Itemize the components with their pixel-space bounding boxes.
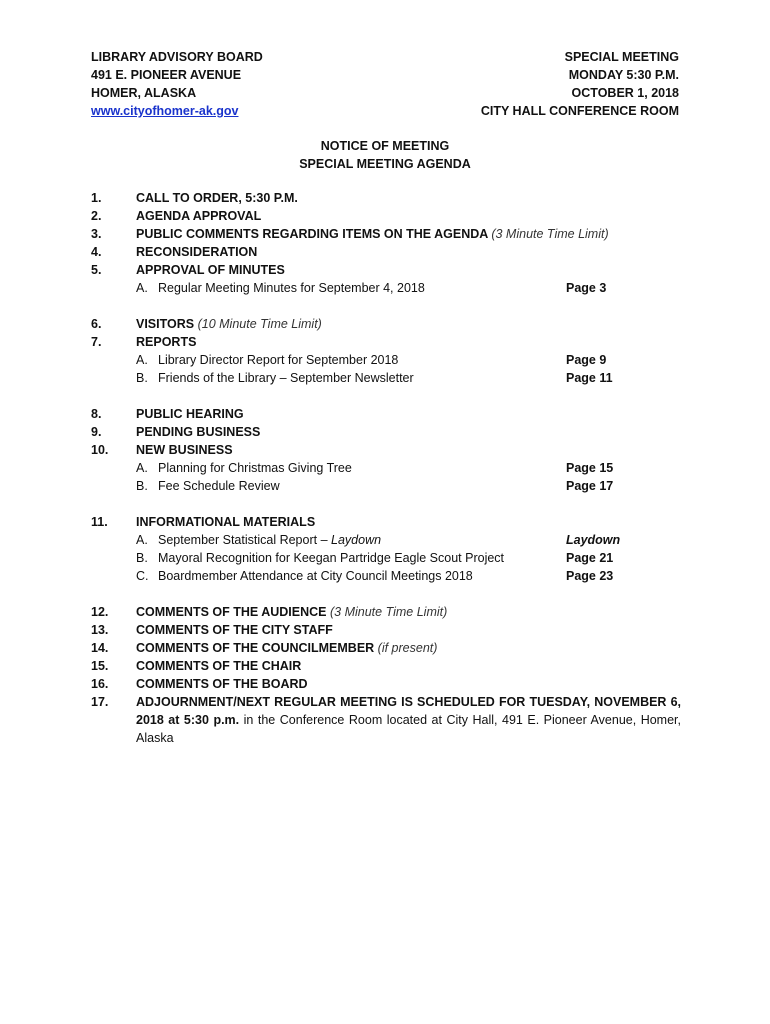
sub-letter: A. xyxy=(136,281,148,295)
item-number: 10. xyxy=(91,443,109,457)
item-number: 2. xyxy=(91,209,102,223)
item-title: INFORMATIONAL MATERIALS xyxy=(136,515,316,529)
agenda-item xyxy=(91,333,681,351)
sub-item xyxy=(91,369,681,387)
sub-text: Fee Schedule Review xyxy=(158,479,280,493)
item-title: PENDING BUSINESS xyxy=(136,425,261,439)
item-note: (if present) xyxy=(377,641,438,655)
sub-text: Library Director Report for September 2018 xyxy=(158,353,399,367)
item-title: COMMENTS OF THE CITY STAFF xyxy=(136,623,333,637)
sub-letter: C. xyxy=(136,569,149,583)
sub-text: Regular Meeting Minutes for September 4, 2018 xyxy=(158,281,425,295)
sub-letter: B. xyxy=(136,371,148,385)
item-number: 1. xyxy=(91,191,102,205)
header-left xyxy=(91,48,263,120)
page-reference: Laydown xyxy=(566,533,621,547)
sub-text: Planning for Christmas Giving Tree xyxy=(158,461,352,475)
item-number: 7. xyxy=(91,335,102,349)
item-number: 5. xyxy=(91,263,102,277)
org-address: 491 E. PIONEER AVENUE xyxy=(91,68,242,82)
agenda-item xyxy=(91,621,681,639)
meeting-time: MONDAY 5:30 P.M. xyxy=(568,68,679,82)
item-title: COMMENTS OF THE CHAIR xyxy=(136,659,302,673)
item-number: 11. xyxy=(91,515,108,529)
item-title: VISITORS xyxy=(136,317,195,331)
agenda-item xyxy=(91,639,681,657)
agenda-title xyxy=(0,137,770,173)
sub-item xyxy=(91,549,681,567)
sub-text: Friends of the Library – September Newsletter xyxy=(158,371,414,385)
item-number: 3. xyxy=(91,227,102,241)
item-note: (10 Minute Time Limit) xyxy=(197,317,322,331)
sub-text: Mayoral Recognition for Keegan Partridge Eagle Scout Project xyxy=(158,551,505,565)
item-number: 4. xyxy=(91,245,102,259)
item-title: COMMENTS OF THE BOARD xyxy=(136,677,308,691)
item-title: REPORTS xyxy=(136,335,197,349)
page-reference: Page 15 xyxy=(566,461,614,475)
sub-item xyxy=(91,351,681,369)
item-title: ADJOURNMENT/NEXT REGULAR MEETING IS SCHEDULED FOR TUESDAY, NOVEMBER 6, 2018 at 5:30 p.m. xyxy=(136,695,681,727)
agenda-item xyxy=(91,405,681,423)
agenda-item xyxy=(91,603,681,621)
agenda-item xyxy=(91,657,681,675)
item-title: PUBLIC HEARING xyxy=(136,407,244,421)
sub-item xyxy=(91,567,681,585)
sub-letter: A. xyxy=(136,533,148,547)
item-title: COMMENTS OF THE AUDIENCE xyxy=(136,605,327,619)
item-number: 12. xyxy=(91,605,109,619)
sub-item xyxy=(91,279,681,297)
title-line-2: SPECIAL MEETING AGENDA xyxy=(299,157,471,171)
sub-text: September Statistical Report – xyxy=(158,533,328,547)
item-number: 15. xyxy=(91,659,109,673)
item-number: 8. xyxy=(91,407,102,421)
item-note: (3 Minute Time Limit) xyxy=(330,605,448,619)
page-reference: Page 3 xyxy=(566,281,607,295)
agenda-item xyxy=(91,423,681,441)
org-name: LIBRARY ADVISORY BOARD xyxy=(91,50,263,64)
page-reference: Page 21 xyxy=(566,551,614,565)
item-number: 14. xyxy=(91,641,109,655)
agenda-item xyxy=(91,441,681,459)
item-title: COMMENTS OF THE COUNCILMEMBER xyxy=(136,641,375,655)
org-city: HOMER, ALASKA xyxy=(91,86,197,100)
item-title: AGENDA APPROVAL xyxy=(136,209,262,223)
agenda-item xyxy=(91,315,681,333)
agenda-item xyxy=(91,675,681,693)
item-number: 9. xyxy=(91,425,102,439)
item-title: APPROVAL OF MINUTES xyxy=(136,263,285,277)
agenda-item xyxy=(91,513,681,531)
page-reference: Page 11 xyxy=(566,371,613,385)
page-reference: Page 9 xyxy=(566,353,607,367)
agenda-item xyxy=(91,261,681,279)
page-reference: Page 17 xyxy=(566,479,614,493)
item-title: CALL TO ORDER, 5:30 P.M. xyxy=(136,191,298,205)
agenda-item xyxy=(91,243,681,261)
sub-letter: B. xyxy=(136,551,148,565)
sub-letter: A. xyxy=(136,461,148,475)
sub-letter: A. xyxy=(136,353,148,367)
sub-letter: B. xyxy=(136,479,148,493)
page-reference: Page 23 xyxy=(566,569,614,583)
header-right xyxy=(481,48,679,120)
agenda-item xyxy=(91,189,681,207)
agenda-item xyxy=(91,693,681,747)
item-note: (3 Minute Time Limit) xyxy=(491,227,609,241)
item-title: PUBLIC COMMENTS REGARDING ITEMS ON THE AGENDA xyxy=(136,227,488,241)
sub-item xyxy=(91,477,681,495)
agenda-item xyxy=(91,225,681,243)
meeting-type: SPECIAL MEETING xyxy=(564,50,679,64)
meeting-location: CITY HALL CONFERENCE ROOM xyxy=(480,104,679,118)
city-website-link[interactable]: www.cityofhomer-ak.gov xyxy=(91,104,239,118)
sub-text-italic: Laydown xyxy=(331,533,382,547)
meeting-date: OCTOBER 1, 2018 xyxy=(571,86,679,100)
sub-item xyxy=(91,459,681,477)
title-line-1: NOTICE OF MEETING xyxy=(320,139,450,153)
item-number: 6. xyxy=(91,317,102,331)
item-number: 13. xyxy=(91,623,109,637)
item-number: 17. xyxy=(91,695,109,709)
sub-text: Boardmember Attendance at City Council Meetings 2018 xyxy=(158,569,473,583)
sub-item xyxy=(91,531,681,549)
agenda-list xyxy=(91,189,681,747)
item-title: RECONSIDERATION xyxy=(136,245,258,259)
adjournment-text xyxy=(136,693,681,747)
agenda-item xyxy=(91,207,681,225)
item-number: 16. xyxy=(91,677,109,691)
item-title: NEW BUSINESS xyxy=(136,443,233,457)
item-title-rest: in the Conference Room located at City Hall, 491 E. Pioneer Avenue, Homer, Alaska xyxy=(136,713,681,745)
